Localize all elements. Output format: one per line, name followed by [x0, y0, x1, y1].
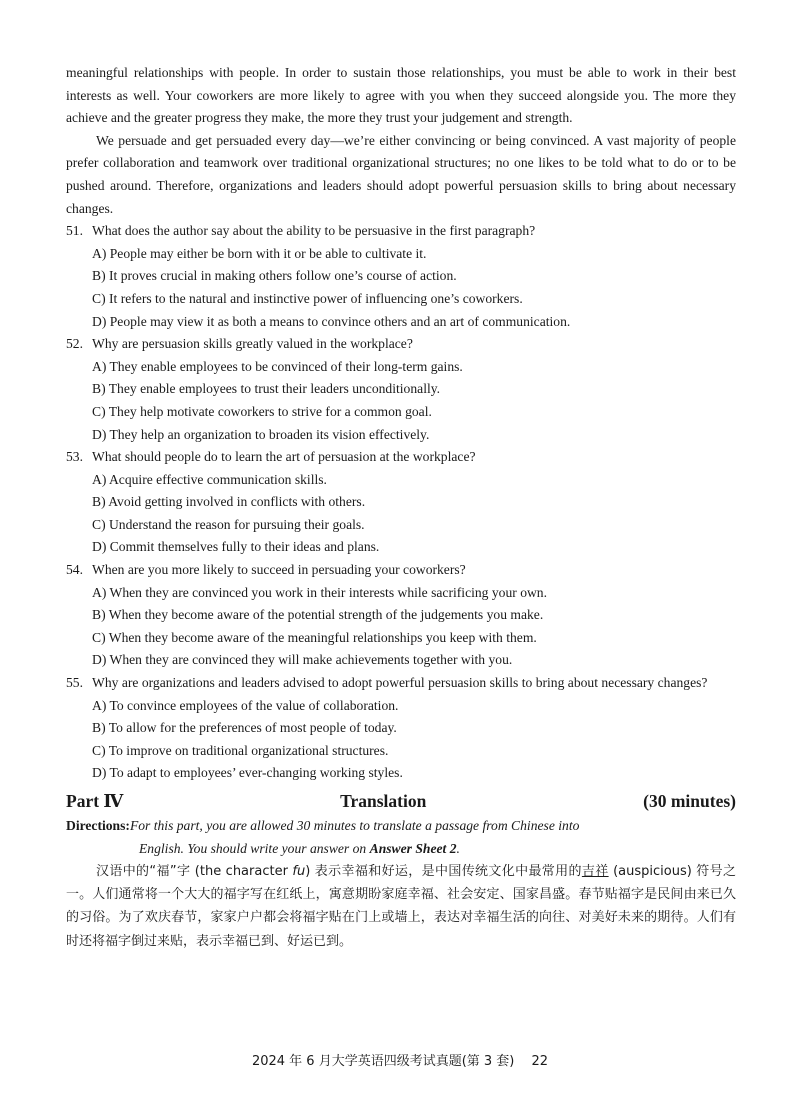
- option-c: C) When they become aware of the meaningful relationships you keep with them.: [92, 629, 537, 645]
- option-d: D) To adapt to employees’ ever-changing working styles.: [92, 765, 403, 781]
- directions-text-line-1: For this part, you are allowed 30 minutes to translate a passage from Chinese into: [129, 818, 580, 833]
- page-footer: 2024 年 6 月大学英语四级考试真题(第 3 套) 22: [251, 1054, 549, 1069]
- question-54: [66, 559, 736, 672]
- option-d: D) Commit themselves fully to their ideas and plans.: [92, 539, 380, 555]
- question-number: 51.: [66, 223, 83, 239]
- question-stem: Why are persuasion skills greatly valued in the workplace?: [92, 336, 413, 352]
- question-stem: Why are organizations and leaders advised to adopt powerful persuasion skills to bring about necessary changes?: [92, 675, 708, 691]
- question-stem: What should people do to learn the art of persuasion at the workplace?: [92, 449, 476, 465]
- part-4-header: [66, 788, 736, 814]
- question-52: [66, 333, 736, 446]
- option-d: D) They help an organization to broaden its vision effectively.: [92, 426, 430, 442]
- option-a: A) People may either be born with it or be able to cultivate it.: [92, 245, 427, 261]
- part-time: (30 minutes): [643, 791, 736, 811]
- directions-label: Directions:: [66, 818, 130, 833]
- directions-period: .: [456, 841, 460, 856]
- cn-fu-term: fu: [292, 864, 306, 879]
- exam-page: [66, 62, 736, 953]
- directions: [66, 814, 736, 860]
- option-b: B) Avoid getting involved in conflicts with others.: [92, 494, 366, 510]
- directions-text-line-2: English. You should write your answer on: [139, 841, 370, 856]
- chinese-passage: [66, 860, 736, 953]
- option-c: C) Understand the reason for pursuing their goals.: [92, 516, 365, 532]
- answer-sheet-ref: Answer Sheet 2: [369, 841, 457, 856]
- part-title: Translation: [340, 791, 427, 811]
- cn-segment-2: ) 表示幸福和好运，是中国传统文化中最常用的: [305, 864, 582, 879]
- question-stem: What does the author say about the ability to be persuasive in the first paragraph?: [92, 223, 536, 239]
- option-c: C) They help motivate coworkers to strive for a common goal.: [92, 403, 432, 419]
- question-number: 54.: [66, 562, 83, 578]
- question-list: [66, 220, 736, 785]
- question-number: 55.: [66, 675, 83, 691]
- option-a: A) When they are convinced you work in their interests while sacrificing your own.: [92, 584, 548, 600]
- option-b: B) To allow for the preferences of most people of today.: [92, 720, 397, 736]
- question-stem: When are you more likely to succeed in persuading your coworkers?: [92, 562, 466, 578]
- option-c: C) It refers to the natural and instinctive power of influencing one’s coworkers.: [92, 290, 523, 306]
- option-a: A) To convince employees of the value of collaboration.: [92, 697, 399, 713]
- question-53: [66, 446, 736, 559]
- cn-segment-3: (auspicious) 符号之一。人们通常将一个大大的福字写在红纸上，寓意期盼家庭幸福、社会安定、国家昌盛。春节贴福字是民间由来已久的习俗。为了欢庆春节，家家户户都会将福字贴在门上或墙上，表达对幸福生活的向往、对美好未来的期待。人们有时还将福字倒过来贴，表示幸福已到、好运已到。: [66, 864, 736, 949]
- option-d: D) People may view it as both a means to convince others and an art of communication.: [92, 313, 571, 329]
- passage-paragraph-1: meaningful relationships with people. In order to sustain those relationships, you must be able to work in their best interests as well. Your coworkers are more likely to agree with you when they succeed alongside you. The more they achieve and the greater progress they make, the more they trust your judgement and strength.: [66, 65, 736, 126]
- cn-segment-1: 汉语中的“福”字 (the character: [96, 864, 293, 879]
- option-b: B) They enable employees to trust their leaders unconditionally.: [92, 381, 441, 397]
- question-number: 52.: [66, 336, 83, 352]
- option-b: B) It proves crucial in making others follow one’s course of action.: [92, 268, 457, 284]
- option-d: D) When they are convinced they will make achievements together with you.: [92, 652, 513, 668]
- passage-paragraph-2: We persuade and get persuaded every day—we’re either convincing or being convinced. A vast majority of people prefer collaboration and teamwork over traditional organizational structures; no one likes to be told what to do or to be pushed around. Therefore, organizations and leaders should adopt powerful persuasion skills to bring about necessary changes.: [66, 132, 736, 216]
- option-a: A) Acquire effective communication skills.: [92, 471, 327, 487]
- part-label: Part Ⅳ: [66, 791, 124, 811]
- question-number: 53.: [66, 449, 83, 465]
- cn-underlined-term: 吉祥: [581, 864, 609, 879]
- option-c: C) To improve on traditional organizational structures.: [92, 742, 389, 758]
- question-55: [66, 672, 736, 785]
- question-51: [66, 220, 736, 333]
- option-b: B) When they become aware of the potential strength of the judgements you make.: [92, 607, 544, 623]
- option-a: A) They enable employees to be convinced of their long-term gains.: [92, 358, 463, 374]
